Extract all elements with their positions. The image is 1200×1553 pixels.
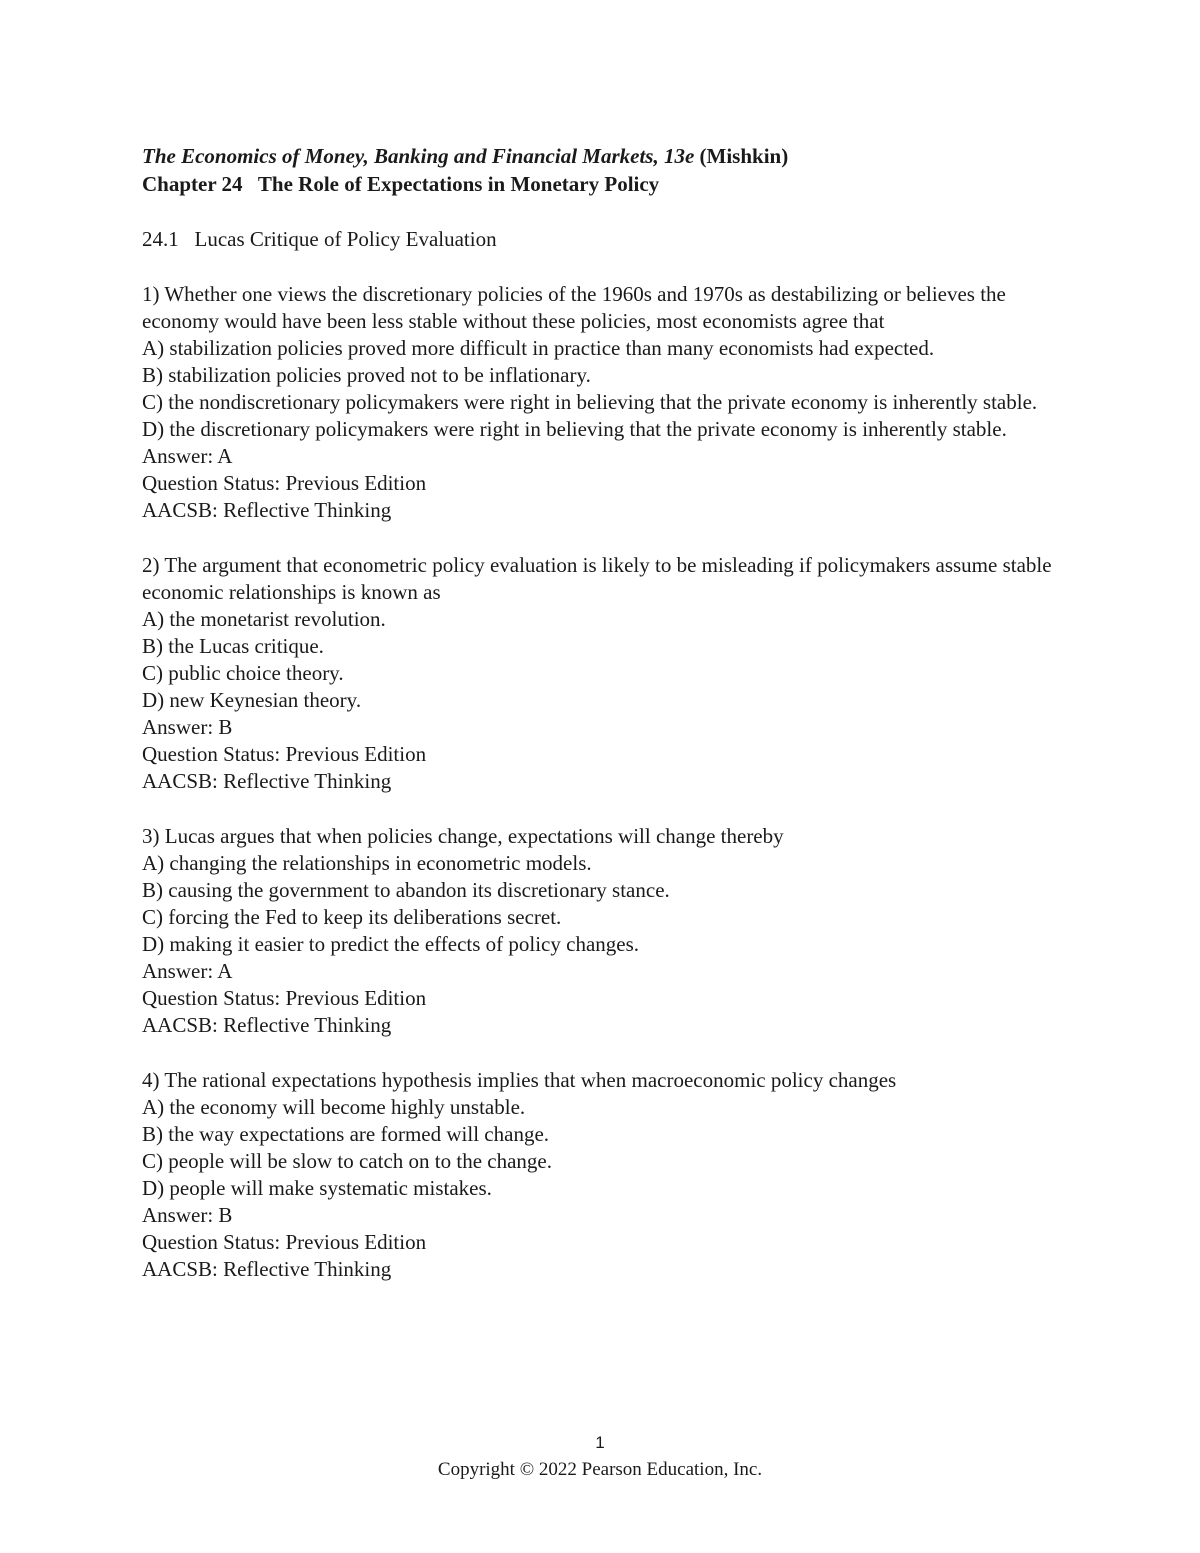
answer-option: D) the discretionary policymakers were right in believing that the private economy is inherently stable. — [142, 417, 1007, 441]
question-stem: 3) Lucas argues that when policies change, expectations will change thereby — [142, 824, 784, 848]
question-item — [142, 552, 1062, 795]
answer-option: A) stabilization policies proved more difficult in practice than many economists had expected. — [142, 336, 935, 360]
question-stem: 1) Whether one views the discretionary policies of the 1960s and 1970s as destabilizing or believes the economy would have been less stable without these policies, most economists agree that — [142, 282, 1006, 333]
answer-option: D) people will make systematic mistakes. — [142, 1176, 492, 1200]
aacsb-tag: AACSB: Reflective Thinking — [142, 498, 392, 522]
section-heading: 24.1 Lucas Critique of Policy Evaluation — [142, 227, 497, 251]
copyright-notice: Copyright © 2022 Pearson Education, Inc. — [437, 1459, 763, 1480]
answer-option: B) stabilization policies proved not to be inflationary. — [142, 363, 591, 387]
question-status: Question Status: Previous Edition — [142, 742, 427, 766]
answer-option: D) new Keynesian theory. — [142, 688, 362, 712]
aacsb-tag: AACSB: Reflective Thinking — [142, 1013, 392, 1037]
aacsb-tag: AACSB: Reflective Thinking — [142, 769, 392, 793]
aacsb-tag: AACSB: Reflective Thinking — [142, 1257, 392, 1281]
question-list — [142, 281, 1062, 1283]
answer-key: Answer: A — [142, 444, 233, 468]
answer-option: B) the way expectations are formed will change. — [142, 1122, 550, 1146]
question-status: Question Status: Previous Edition — [142, 986, 427, 1010]
chapter-title: Chapter 24 The Role of Expectations in Monetary Policy — [142, 172, 660, 196]
answer-option: A) changing the relationships in econometric models. — [142, 851, 592, 875]
question-status: Question Status: Previous Edition — [142, 1230, 427, 1254]
question-item — [142, 823, 1062, 1039]
book-author: (Mishkin) — [694, 144, 789, 168]
page-content — [142, 142, 1062, 1283]
book-title: The Economics of Money, Banking and Financial Markets, 13e — [142, 144, 695, 168]
answer-option: B) the Lucas critique. — [142, 634, 324, 658]
answer-option: D) making it easier to predict the effects of policy changes. — [142, 932, 640, 956]
answer-option: C) public choice theory. — [142, 661, 344, 685]
question-status: Question Status: Previous Edition — [142, 471, 427, 495]
answer-key: Answer: B — [142, 715, 233, 739]
question-item — [142, 281, 1062, 524]
answer-key: Answer: B — [142, 1203, 233, 1227]
question-stem: 2) The argument that econometric policy evaluation is likely to be misleading if policymakers assume stable economic relationships is known as — [142, 553, 1052, 604]
answer-option: C) people will be slow to catch on to the change. — [142, 1149, 552, 1173]
answer-option: C) forcing the Fed to keep its deliberations secret. — [142, 905, 562, 929]
page-number: 1 — [595, 1433, 605, 1452]
answer-key: Answer: A — [142, 959, 233, 983]
book-title-line — [142, 142, 1062, 170]
answer-option: A) the monetarist revolution. — [142, 607, 386, 631]
answer-option: C) the nondiscretionary policymakers were right in believing that the private economy is inherently stable. — [142, 390, 1038, 414]
answer-option: B) causing the government to abandon its discretionary stance. — [142, 878, 670, 902]
question-item — [142, 1067, 1062, 1283]
answer-option: A) the economy will become highly unstable. — [142, 1095, 526, 1119]
question-stem: 4) The rational expectations hypothesis implies that when macroeconomic policy changes — [142, 1068, 897, 1092]
